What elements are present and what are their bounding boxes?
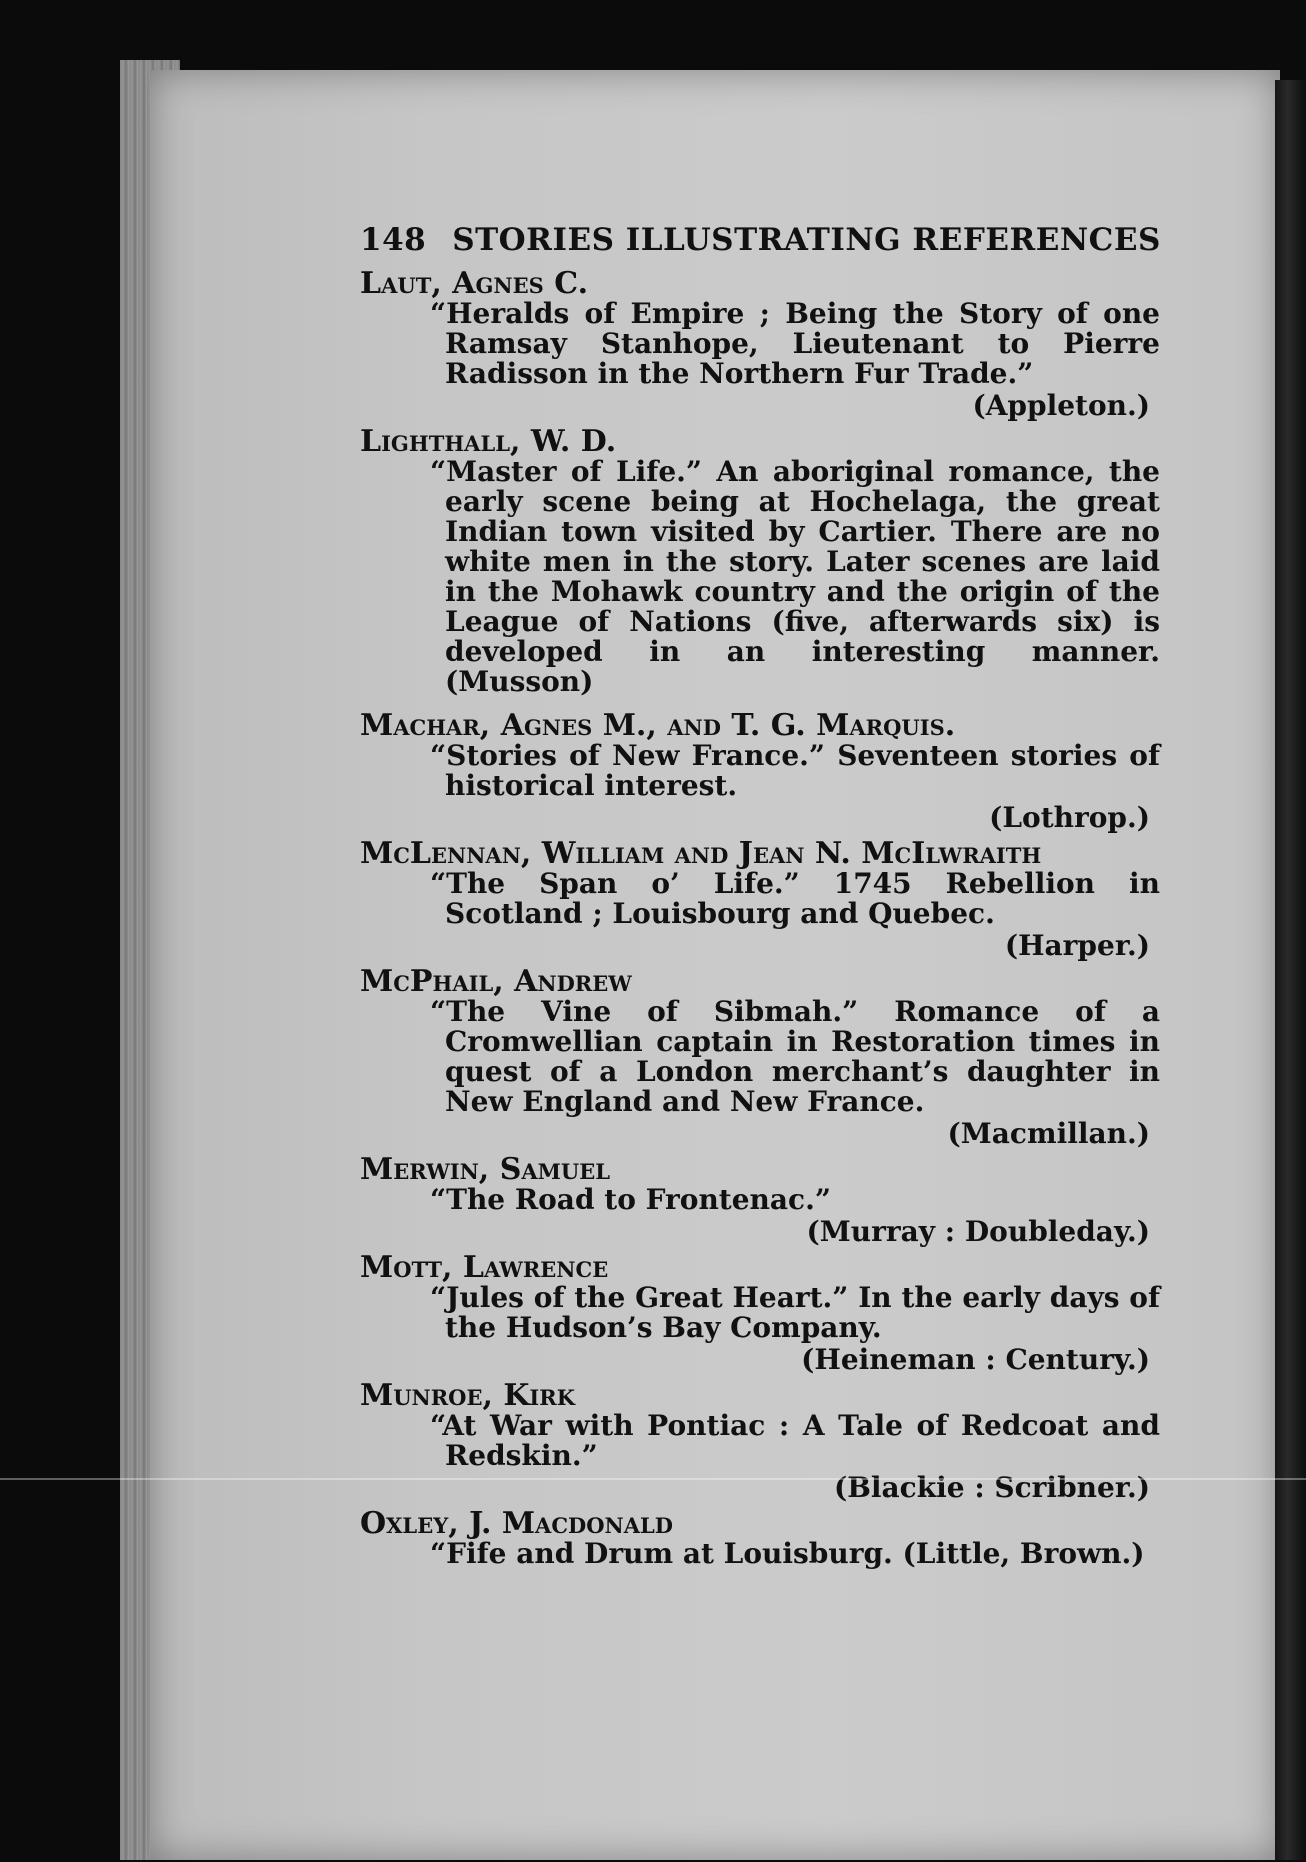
entry-author: Munroe, Kirk [360,1378,575,1413]
entry-publisher: (Appleton.) [972,389,1150,422]
entry-merwin [360,1152,1170,1248]
entry-author: McLennan, William and Jean N. McIlwraith [360,836,1042,871]
running-header [360,222,1170,258]
page-number: 148 [360,222,427,258]
entry-author: Mott, Lawrence [360,1250,609,1285]
entry-mcphail [360,964,1170,1150]
running-title: STORIES ILLUSTRATING REFERENCES [452,222,1161,258]
entry-oxley [360,1506,1170,1570]
entry-author: Machar, Agnes M., and T. G. Marquis. [360,708,956,743]
entry-mott [360,1250,1170,1376]
entry-description: “Heralds of Empire ; Being the Story of one Ramsay Stanhope, Lieutenant to Pierre Radisson in the Northern Fur Trade.” [430,297,1160,390]
entry-description: “Stories of New France.” Seventeen stories of historical interest. [430,739,1160,802]
entry-publisher: (Macmillan.) [947,1117,1150,1150]
entry-publisher: (Lothrop.) [989,801,1150,834]
page-right-edge [1275,80,1306,1860]
entry-author: Laut, Agnes C. [360,266,589,301]
entry-publisher: (Harper.) [1004,929,1150,962]
entry-author: Merwin, Samuel [360,1152,610,1187]
entry-machar [360,708,1170,834]
entry-description: “Jules of the Great Heart.” In the early days of the Hudson’s Bay Company. [430,1281,1160,1344]
entry-munroe [360,1378,1170,1504]
entry-publisher: (Murray : Doubleday.) [806,1215,1150,1248]
entry-author: Oxley, J. Macdonald [360,1506,674,1541]
entry-lighthall [360,424,1170,698]
entry-publisher: (Blackie : Scribner.) [833,1471,1150,1504]
entry-laut [360,266,1170,422]
entry-description: “Fife and Drum at Louisburg. (Little, Brown.) [430,1537,1145,1570]
entry-author: McPhail, Andrew [360,964,632,999]
entry-mclennan [360,836,1170,962]
entry-description: “The Road to Frontenac.” [430,1183,831,1216]
scan-artifact-line [0,1478,1306,1480]
entry-description: “Master of Life.” An aboriginal romance, the early scene being at Hochelaga, the great Indian town visited by Cartier. There are no white men in the story. Later scenes are laid in the Mohawk country and the origin of the League of Nations (five, afterwards six) is developed in an interesting manner. (Musson) [430,455,1160,698]
entry-description: “At War with Pontiac : A Tale of Redcoat and Redskin.” [430,1409,1160,1472]
entry-description: “The Span o’ Life.” 1745 Rebellion in Scotland ; Louisbourg and Quebec. [430,867,1160,930]
entry-publisher: (Heineman : Century.) [801,1343,1150,1376]
entry-description: “The Vine of Sibmah.” Romance of a Cromwellian captain in Restoration times in quest of a London merchant’s daughter in New England and New France. [430,995,1160,1118]
entry-author: Lighthall, W. D. [360,424,617,459]
page-text [360,222,1170,1570]
